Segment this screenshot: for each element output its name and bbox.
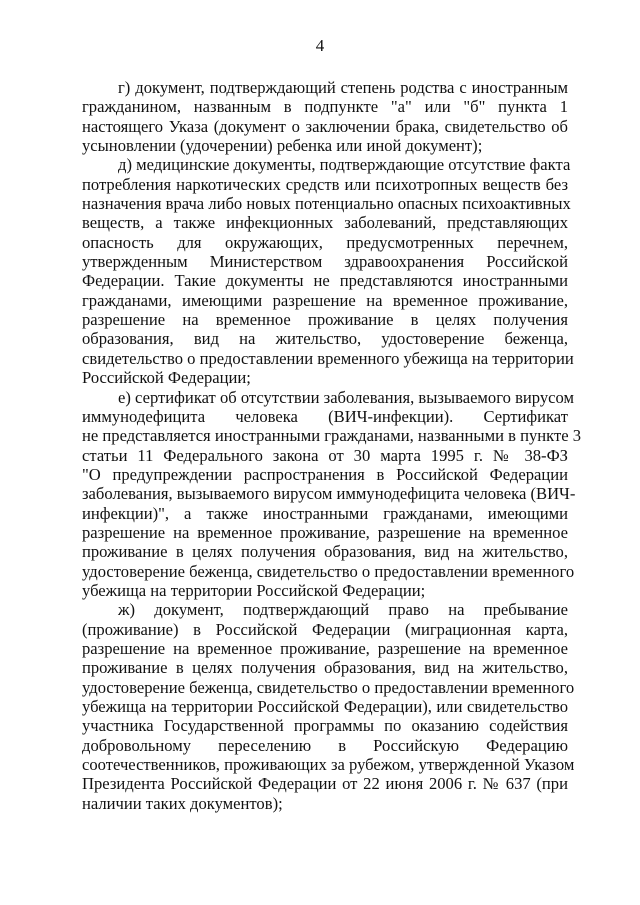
text-line: разрешение на временное проживание в целях получения [82,310,568,330]
text-line: разрешение на временное проживание, разрешение на временное [82,522,568,542]
text-line: не представляется иностранными гражданами, названными в пункте 3 [82,426,582,446]
paragraph [82,600,575,813]
text-line: добровольному переселению в Российскую Федерацию [82,735,568,755]
text-line: гражданином, названным в подпункте "а" или "б" пункта 1 [82,97,568,117]
paragraph [82,387,582,601]
text-line: гражданами, имеющими разрешение на временное проживание, [82,290,568,310]
text-line: иммунодефицита человека (ВИЧ-инфекции). Сертификат [82,406,568,426]
text-line: заболевания, вызываемого вирусом иммунодефицита человека (ВИЧ- [82,484,576,504]
text-line: инфекции)", а также иностранными гражданами, имеющими [82,503,568,523]
text-line: веществ, а также инфекционных заболеваний, представляющих [82,213,568,233]
text-line: статьи 11 Федерального закона от 30 марта 1995 г. № 38-ФЗ [82,445,568,465]
text-line: свидетельство о предоставлении временного убежища на территории [82,348,574,368]
text-line: удостоверение беженца, свидетельство о предоставлении временного [82,561,575,581]
text-line: убежища на территории Российской Федерации; [82,580,426,600]
text-line: усыновлении (удочерении) ребенка или иной документ); [82,136,483,156]
text-line: Российской Федерации; [82,368,251,388]
text-line: г) документ, подтверждающий степень родства с иностранным [118,78,568,97]
text-line: е) сертификат об отсутствии заболевания, вызываемого вирусом [118,387,575,407]
text-line: проживание в целях получения образования, вид на жительство, [82,658,568,678]
text-line: наличии таких документов); [82,793,283,813]
paragraph [82,78,568,155]
text-line: Президента Российской Федерации от 22 июня 2006 г. № 637 (при [82,774,568,794]
text-line: участника Государственной программы по оказанию содействия [82,716,568,736]
paragraph [82,155,574,388]
text-line: удостоверение беженца, свидетельство о предоставлении временного [82,677,575,697]
document-body [82,78,582,813]
text-line: д) медицинские документы, подтверждающие отсутствие факта [118,155,571,175]
text-line: соотечественников, проживающих за рубежом, утвержденной Указом [82,755,575,775]
text-line: ж) документ, подтверждающий право на пребывание [118,600,568,620]
text-line: настоящего Указа (документ о заключении брака, свидетельство об [82,116,568,136]
text-line: опасность для окружающих, предусмотренных перечнем, [82,232,568,252]
text-line: образования, вид на жительство, удостоверение беженца, [82,329,568,349]
text-line: потребления наркотических средств или психотропных веществ без [82,174,568,194]
text-line: Федерации. Такие документы не представляются иностранными [82,271,568,291]
text-line: назначения врача либо новых потенциально опасных психоактивных [82,194,571,214]
text-line: проживание в целях получения образования, вид на жительство, [82,542,568,562]
text-line: разрешение на временное проживание, разрешение на временное [82,638,568,658]
page-number: 4 [315,36,325,55]
text-line: утвержденным Министерством здравоохранения Российской [82,252,568,272]
text-line: убежища на территории Российской Федерации), или свидетельство [82,697,568,716]
text-line: "О предупреждении распространения в Российской Федерации [82,464,568,484]
text-line: (проживание) в Российской Федерации (миграционная карта, [82,619,568,639]
